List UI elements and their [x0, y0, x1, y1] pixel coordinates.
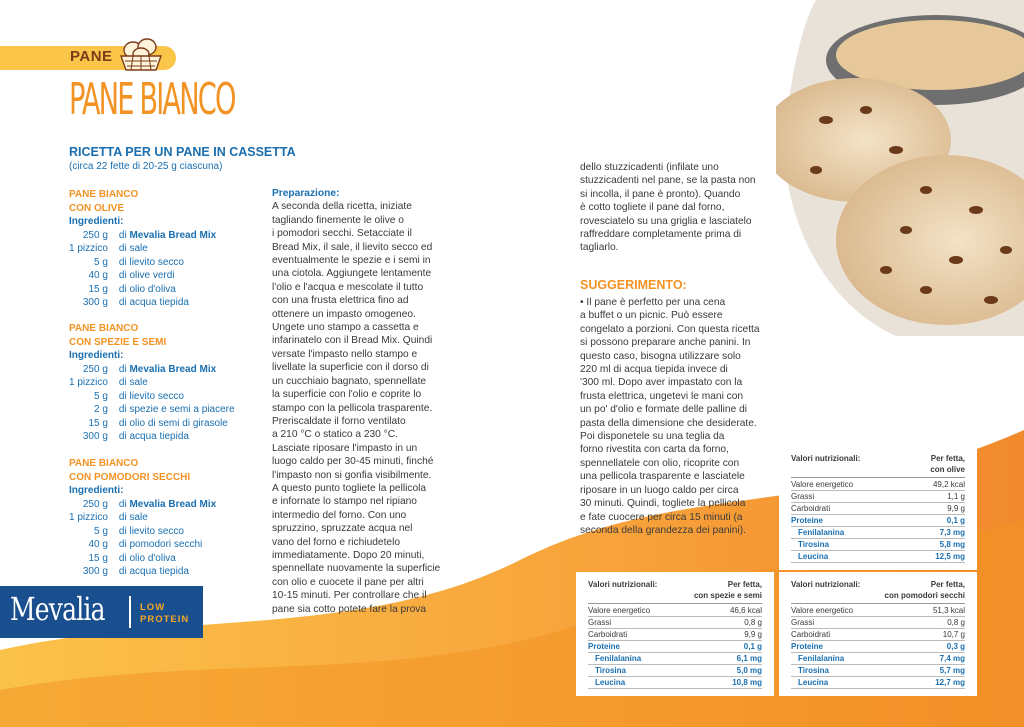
- nutrient-name: Tirosina: [798, 666, 829, 675]
- nutrient-name: Proteine: [791, 516, 824, 525]
- text-line: 220 ml di acqua tiepida invece di: [580, 364, 728, 376]
- text-line: pasta della dimensione che desiderate.: [580, 417, 757, 429]
- recipe-variant: CON OLIVE: [69, 202, 125, 214]
- recipe-name: PANE BIANCO: [69, 458, 139, 469]
- ingredient-qty: 250 g: [82, 229, 108, 241]
- nutrition-row: [791, 491, 965, 503]
- ingredient-row: [69, 376, 235, 390]
- nutrition-per-line2: con spezie e semi: [693, 591, 762, 600]
- text-line: a buffet o un picnic. Può essere: [580, 310, 723, 322]
- nutrition-row: [791, 629, 965, 641]
- nutrient-value: 0,8 g: [744, 618, 762, 627]
- nutrient-value: 0,1 g: [743, 642, 762, 651]
- ingredient-qty: 250 g: [82, 498, 108, 510]
- nutrient-value: 5,8 mg: [939, 540, 965, 549]
- ingredient-qty: 300 g: [82, 431, 108, 442]
- text-line: e fate cuocere per circa 15 minuti (a: [580, 511, 743, 523]
- text-line: rovesciatelo su una griglia e lasciatelo: [580, 215, 752, 227]
- recipe-name: PANE BIANCO: [69, 323, 139, 334]
- text-line: si incolla, il pane è pronto). Quando: [580, 188, 741, 200]
- nutrition-row: [791, 539, 965, 551]
- ingredient-qty: 15 g: [88, 417, 108, 429]
- nutrition-label: Valori nutrizionali:: [791, 580, 861, 589]
- ingredients-table: [69, 363, 235, 444]
- nutrient-name: Proteine: [791, 642, 824, 651]
- nutrition-row: [791, 665, 965, 677]
- ingredient-qty: 300 g: [82, 566, 108, 577]
- nutrient-name: Valore energetico: [791, 606, 854, 615]
- text-line: 10-15 minuti. Per controllare che il: [272, 590, 427, 602]
- ingredient-row: [69, 403, 235, 417]
- nutrition-header: [791, 453, 965, 478]
- recipe-tomatoes: [69, 457, 269, 579]
- ingredient-row: [69, 417, 235, 431]
- ingredient-item: di sale: [118, 243, 148, 254]
- nutrient-name: Leucina: [595, 678, 626, 687]
- nutrient-name: Fenilalanina: [798, 528, 845, 537]
- brand-name: Mevalia: [10, 590, 105, 628]
- ingredient-row: [69, 242, 216, 256]
- text-line: dello stuzzicadenti (infilate uno: [580, 162, 719, 173]
- text-line: '300 ml. Dopo aver impastato con la: [580, 377, 743, 389]
- text-line: vano del forno e richiudetelo: [272, 536, 400, 548]
- preparation-continued: [580, 161, 780, 255]
- nutrition-row: [791, 617, 965, 629]
- text-line: versate l'impasto nello stampo e: [272, 348, 418, 360]
- text-line: Preriscaldate il forno ventilato: [272, 415, 406, 427]
- ingredient-row: [69, 390, 235, 404]
- nutrition-header: [588, 579, 762, 604]
- text-line: stuzzicadenti nel pane, se la pasta non: [580, 175, 756, 187]
- text-line: intermedio del forno. Con uno: [272, 509, 407, 521]
- nutrition-header: [791, 579, 965, 604]
- text-line: è cotto togliete il pane dal forno,: [580, 202, 725, 214]
- text-line: Ungete uno stampo a cassetta e: [272, 322, 419, 334]
- recipe-yield-note: (circa 22 fette di 20-25 g ciascuna): [69, 161, 223, 172]
- nutrient-value: 9,9 g: [947, 504, 965, 513]
- ingredient-qty: 250 g: [82, 363, 108, 375]
- nutrient-name: Grassi: [791, 618, 815, 627]
- ingredient-item: di pomodori secchi: [118, 539, 203, 550]
- ingredient-item: di olio d'oliva: [118, 552, 176, 564]
- nutrient-name: Carboidrati: [791, 504, 831, 513]
- nutrition-row: [588, 677, 762, 689]
- text-line: frusta elettrica, ungetevi le mani con: [580, 390, 744, 402]
- nutrient-name: Leucina: [798, 678, 829, 687]
- preparation-title: Preparazione:: [272, 188, 340, 199]
- ingredient-row: [69, 525, 216, 539]
- text-line: infarinatelo con il Bread Mix. Quindi: [272, 335, 433, 347]
- suggestion-text: [580, 296, 780, 537]
- nutrient-name: Fenilalanina: [595, 654, 642, 663]
- brand-tagline: [140, 602, 189, 626]
- ingredient-qty: 1 pizzico: [69, 243, 108, 254]
- nutrient-value: 0,1 g: [946, 516, 965, 525]
- nutrition-row: [588, 617, 762, 629]
- ingredient-row: [69, 430, 235, 444]
- ingredient-qty: 40 g: [88, 270, 108, 281]
- nutrient-value: 5,0 mg: [736, 666, 762, 675]
- nutrition-per: [694, 579, 762, 601]
- text-line: l'olio e l'acqua e mescolate il tutto: [272, 281, 424, 293]
- text-line: congelato a porzioni. Con questa ricetta: [580, 323, 760, 335]
- text-line: tagliarlo.: [580, 242, 619, 254]
- text-line: spruzzino, spruzzate acqua nel: [272, 523, 413, 535]
- ingredient-item: di sale: [118, 377, 148, 388]
- nutrient-value: 0,3 g: [946, 642, 965, 651]
- text-line: spennellatele con olio, ricoprite con: [580, 457, 740, 469]
- nutrient-value: 9,9 g: [744, 630, 762, 639]
- text-line: stampo con la pellicola trasparente.: [272, 402, 433, 414]
- ingredient-row: [69, 269, 216, 283]
- ingredients-label: Ingredienti:: [69, 350, 124, 361]
- ingredients-label: Ingredienti:: [69, 216, 124, 227]
- nutrient-value: 5,7 mg: [939, 666, 965, 675]
- text-line: raffreddare completamente prima di: [580, 229, 742, 241]
- recipe-olive: [69, 188, 269, 310]
- ingredient-row: [69, 538, 216, 552]
- bread-photo: [776, 0, 1024, 336]
- text-line: forno rivestita con carta da forno,: [580, 444, 729, 456]
- nutrient-value: 7,4 mg: [939, 654, 965, 663]
- text-line: l'impasto non si gonfia visibilmente.: [272, 469, 432, 481]
- recipe-spices: [69, 322, 269, 444]
- ingredient-item: di acqua tiepida: [118, 297, 189, 308]
- text-line: eventualmente le spezie e i semi in: [272, 255, 431, 267]
- text-line: un cucchiaio bagnato, spennellate: [272, 375, 427, 387]
- nutrition-per-line1: Per fetta,: [727, 580, 762, 589]
- ingredient-item: di olio di semi di girasole: [118, 417, 228, 429]
- nutrient-value: 12,7 mg: [935, 678, 965, 687]
- text-line: si possono preparare anche panini. In: [580, 337, 751, 349]
- text-line: • Il pane è perfetto per una cena: [580, 297, 726, 308]
- ingredients-label: Ingredienti:: [69, 485, 124, 496]
- nutrition-row: [588, 653, 762, 665]
- ingredient-item: di lievito secco: [118, 256, 184, 268]
- nutrition-row: [791, 515, 965, 527]
- ingredient-item: di Mevalia Bread Mix: [118, 363, 217, 375]
- nutrition-row: [791, 503, 965, 515]
- ingredient-row: [69, 229, 216, 243]
- nutrient-value: 12,5 mg: [935, 552, 965, 561]
- nutrition-label: Valori nutrizionali:: [791, 454, 861, 463]
- ingredient-row: [69, 565, 216, 579]
- nutrient-value: 6,1 mg: [736, 654, 762, 663]
- nutrient-name: Tirosina: [798, 540, 829, 549]
- ingredient-row: [69, 552, 216, 566]
- nutrition-table-spices: [579, 575, 771, 693]
- nutrition-row: [588, 641, 762, 653]
- ingredient-item: di lievito secco: [118, 525, 184, 537]
- ingredient-row: [69, 283, 216, 297]
- page-title: PANE BIANCO: [69, 74, 235, 125]
- nutrition-row: [791, 551, 965, 563]
- nutrient-name: Tirosina: [595, 666, 626, 675]
- nutrition-per-line1: Per fetta,: [930, 580, 965, 589]
- nutrition-per-line2: con pomodori secchi: [884, 591, 965, 600]
- text-line: A questo punto togliete la pellicola: [272, 482, 427, 494]
- preparation-text: [272, 187, 472, 616]
- text-line: con olio e cuocete il pane per altri: [272, 576, 424, 588]
- nutrition-per: [930, 453, 965, 475]
- nutrition-per-line1: Per fetta,: [930, 454, 965, 463]
- ingredient-item: di Mevalia Bread Mix: [118, 498, 217, 510]
- text-line: la superficie con l'olio e coprite lo: [272, 389, 422, 401]
- suggestion-title: SUGGERIMENTO:: [580, 278, 687, 292]
- text-line: i pomodori secchi. Setacciate il: [272, 228, 412, 240]
- nutrient-value: 51,3 kcal: [932, 606, 965, 615]
- nutrient-value: 1,1 g: [947, 492, 965, 501]
- nutrient-value: 46,6 kcal: [729, 606, 762, 615]
- ingredient-item: di olive verdi: [118, 270, 175, 281]
- ingredient-qty: 15 g: [88, 283, 108, 295]
- text-line: Bread Mix, il sale, il lievito secco ed: [272, 241, 433, 253]
- text-line: ottenere un impasto omogeneo.: [272, 308, 416, 320]
- text-line: seconda della grandezza dei panini).: [580, 524, 746, 536]
- nutrient-value: 49,2 kcal: [932, 480, 965, 489]
- text-line: luogo caldo per 30-45 minuti, finché: [272, 456, 434, 468]
- ingredient-row: [69, 296, 216, 310]
- nutrition-table-tomatoes: [782, 575, 974, 693]
- recipe-variant: CON POMODORI SECCHI: [69, 471, 191, 483]
- category-label: PANE: [70, 48, 113, 65]
- text-line: con una frusta elettrica fino ad: [272, 295, 409, 307]
- nutrient-name: Valore energetico: [791, 480, 854, 489]
- bread-basket-icon: [117, 36, 165, 74]
- nutrition-table-olive: [782, 449, 974, 567]
- nutrient-name: Grassi: [588, 618, 612, 627]
- ingredients-table: [69, 229, 216, 310]
- ingredient-row: [69, 498, 216, 512]
- ingredient-row: [69, 363, 235, 377]
- ingredient-qty: 1 pizzico: [69, 377, 108, 388]
- nutrient-name: Leucina: [798, 552, 829, 561]
- nutrition-row: [588, 605, 762, 617]
- nutrient-name: Carboidrati: [588, 630, 628, 639]
- text-line: riposare in un luogo caldo per circa: [580, 484, 739, 496]
- text-line: Lasciate riposare l'impasto in un: [272, 442, 418, 454]
- nutrient-name: Carboidrati: [791, 630, 831, 639]
- brand-separator: [129, 596, 131, 628]
- nutrient-value: 10,7 g: [942, 630, 965, 639]
- ingredient-qty: 5 g: [94, 525, 108, 537]
- ingredient-qty: 40 g: [88, 539, 108, 550]
- brand-tag-protein: PROTEIN: [140, 614, 190, 625]
- recipe-variant: CON SPEZIE E SEMI: [69, 336, 167, 348]
- recipe-subtitle: RICETTA PER UN PANE IN CASSETTA: [69, 145, 296, 159]
- nutrient-value: 0,8 g: [947, 618, 965, 627]
- ingredient-item: di spezie e semi a piacere: [118, 404, 235, 415]
- text-line: spennellate nuovamente la superficie: [272, 563, 441, 575]
- text-line: questo caso, bisogna utilizzare solo: [580, 350, 741, 362]
- ingredient-row: [69, 256, 216, 270]
- nutrient-name: Valore energetico: [588, 606, 651, 615]
- nutrient-value: 10,8 mg: [732, 678, 762, 687]
- brand-tag-low: LOW: [140, 602, 166, 613]
- ingredients-table: [69, 498, 216, 579]
- ingredient-item: di lievito secco: [118, 390, 184, 402]
- text-line: e infornate lo stampo nel ripiano: [272, 496, 417, 508]
- ingredient-row: [69, 511, 216, 525]
- ingredient-qty: 1 pizzico: [69, 512, 108, 523]
- nutrition-row: [588, 665, 762, 677]
- text-line: Poi disponetele su una teglia da: [580, 431, 725, 443]
- text-line: una ciotola. Aggiungete lentamente: [272, 268, 432, 280]
- ingredient-item: di acqua tiepida: [118, 431, 189, 442]
- ingredient-item: di olio d'oliva: [118, 283, 176, 295]
- nutrition-row: [791, 653, 965, 665]
- nutrition-row: [791, 479, 965, 491]
- text-line: un po' d'olio e formate delle palline di: [580, 404, 747, 416]
- nutrition-row: [588, 629, 762, 641]
- recipe-name: PANE BIANCO: [69, 189, 139, 200]
- text-line: 30 minuti. Quindi, togliete la pellicola: [580, 498, 746, 510]
- nutrition-per-line2: con olive: [930, 465, 965, 474]
- nutrient-name: Grassi: [791, 492, 815, 501]
- ingredient-qty: 300 g: [82, 297, 108, 308]
- ingredient-qty: 5 g: [94, 256, 108, 268]
- nutrition-row: [791, 605, 965, 617]
- text-line: pane sia cotto potete fare la prova: [272, 603, 427, 615]
- nutrition-row: [791, 641, 965, 653]
- text-line: immediatamente. Dopo 20 minuti,: [272, 549, 425, 561]
- ingredient-item: di acqua tiepida: [118, 566, 189, 577]
- nutrient-name: Proteine: [588, 642, 621, 651]
- nutrition-label: Valori nutrizionali:: [588, 580, 658, 589]
- text-line: A seconda della ricetta, iniziate: [272, 201, 412, 213]
- ingredient-qty: 15 g: [88, 552, 108, 564]
- text-line: tagliando finemente le olive o: [272, 214, 404, 226]
- nutrition-row: [791, 527, 965, 539]
- text-line: una pellicola trasparente e lasciatele: [580, 471, 745, 483]
- nutrient-name: Fenilalanina: [798, 654, 845, 663]
- text-line: a 210 °C o statico a 230 °C.: [272, 429, 398, 441]
- nutrient-value: 7,3 mg: [939, 528, 965, 537]
- text-line: livellate la superficie con il dorso di: [272, 362, 429, 374]
- ingredient-item: di Mevalia Bread Mix: [118, 229, 217, 241]
- ingredient-qty: 2 g: [94, 404, 108, 415]
- ingredient-qty: 5 g: [94, 390, 108, 402]
- ingredient-item: di sale: [118, 512, 148, 523]
- nutrition-per: [885, 579, 965, 601]
- nutrition-row: [791, 677, 965, 689]
